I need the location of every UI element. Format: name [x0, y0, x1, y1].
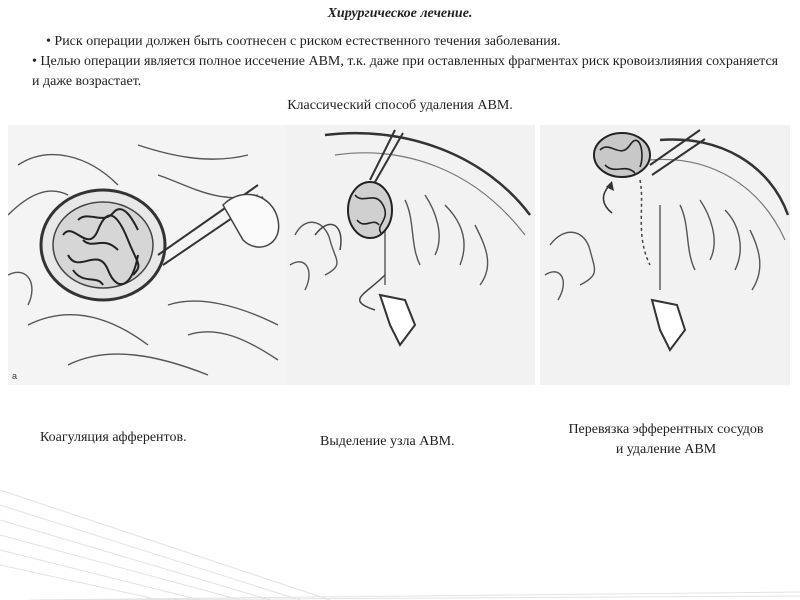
caption-node-isolation: Выделение узла АВМ. — [320, 434, 455, 449]
illustration-efferent-ligation — [540, 125, 790, 385]
bullet-item-risk: • Риск операции должен быть соотнесен с риском естественного течения заболевания. — [46, 34, 561, 49]
decorative-lines — [0, 480, 800, 600]
slide-title: Хирургическое лечение. — [327, 6, 473, 21]
illustration-node-isolation — [285, 125, 535, 385]
bullet-item-goal: • Целью операции является полное иссечение АВМ, т.к. даже при оставленных фрагментах риск кровоизлияния сохраняется и даже возрастает. — [32, 54, 779, 89]
figure-subtitle: Классический способ удаления АВМ. — [287, 98, 513, 113]
bullet-list — [32, 32, 788, 92]
caption-efferent-ligation — [540, 420, 792, 460]
caption-efferent-line1: Перевязка эфферентных сосудов — [568, 422, 764, 437]
illustration-coagulation — [8, 125, 288, 385]
caption-efferent-line2: и удаление АВМ — [615, 442, 717, 457]
figure-label: a — [12, 371, 18, 381]
caption-coagulation: Коагуляция афферентов. — [40, 430, 187, 445]
